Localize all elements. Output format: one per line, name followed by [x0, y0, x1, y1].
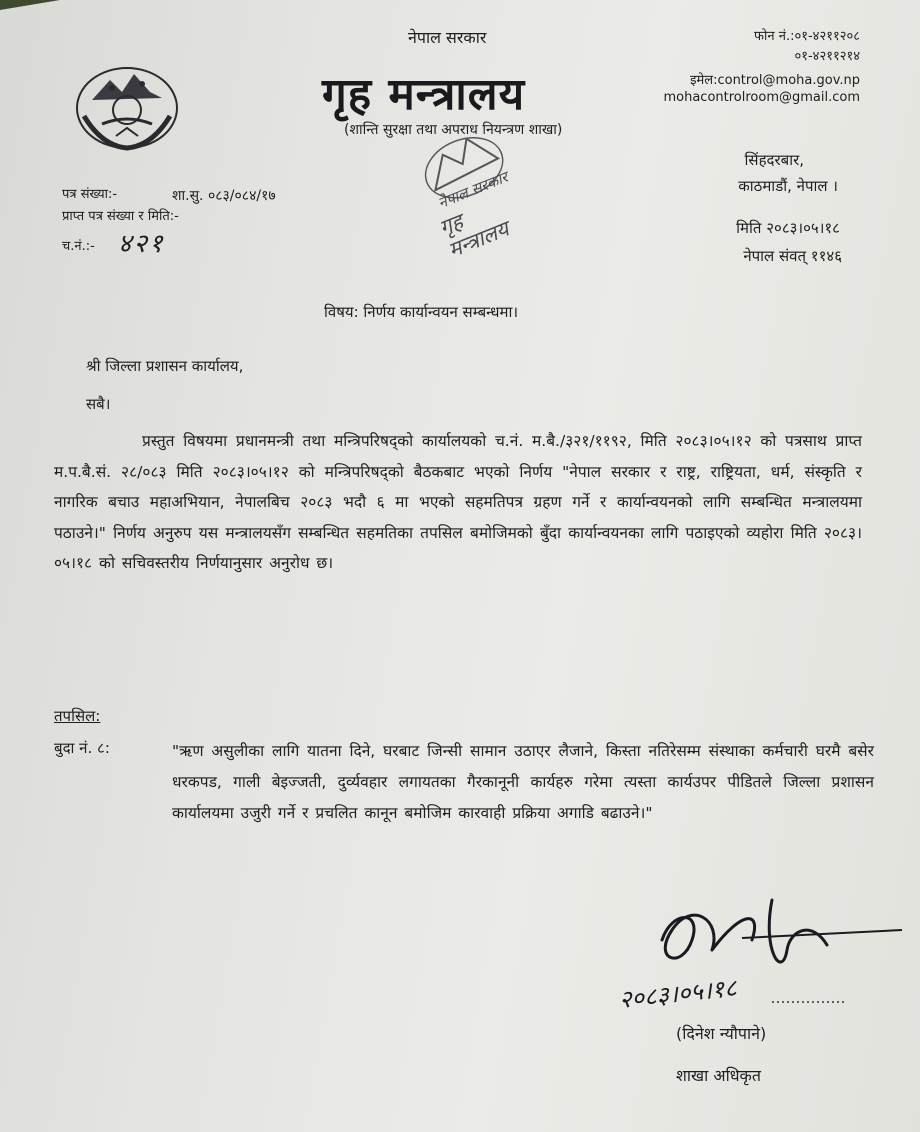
letter-date: मिति २०८३।०५।१८	[736, 219, 840, 237]
handwritten-signature	[612, 890, 902, 1030]
government-name: नेपाल सरकार	[408, 28, 487, 47]
email-address-1: control@moha.gov.np	[717, 73, 860, 88]
address-line-1: सिंहदरबार,	[744, 151, 804, 169]
recipient-line-1: श्री जिल्ला प्रशासन कार्यालय,	[86, 357, 244, 375]
phone-number-2: ०१-४२११२१४	[794, 49, 860, 64]
section-name: (शान्ति सुरक्षा तथा अपराध नियन्त्रण शाखा)	[344, 122, 563, 138]
tapsil-heading: तपसिल:	[54, 707, 101, 725]
email-line-1	[690, 70, 860, 88]
recipient-line-2: सबै।	[86, 395, 111, 413]
patra-sankhya-label: पत्र संख्या:-	[62, 187, 118, 202]
nepal-emblem-icon	[72, 58, 182, 154]
chalani-number: ४२१	[118, 229, 165, 259]
point-label: बुदा नं. ८:	[54, 739, 110, 757]
signature-date: २०८३।०५।१८	[617, 973, 739, 1014]
address-line-2: काठमाडौं, नेपाल ।	[738, 177, 838, 195]
prapta-patra-label: प्राप्त पत्र संख्या र मिति:-	[62, 209, 179, 224]
signatory-title: शाखा अधिकृत	[676, 1066, 761, 1085]
email-address-2: mohacontrolroom@gmail.com	[663, 90, 860, 105]
signatory-name: (दिनेश न्यौपाने)	[676, 1024, 767, 1043]
phone-label: फोन नं.:	[754, 29, 795, 44]
phone-number-1: ०१-४२११२०८	[794, 29, 860, 44]
subject-line: विषय: निर्णय कार्यान्वयन सम्बन्धमा।	[324, 303, 519, 321]
stamp-line-1: नेपाल सरकार	[435, 168, 511, 213]
nepal-samvat-date: नेपाल संवत् ११४६	[743, 247, 842, 265]
chalani-label: च.नं.:-	[62, 239, 95, 254]
ministry-name: गृह मन्त्रालय	[322, 69, 526, 120]
stamp-line-2: गृह मन्त्रालय	[435, 209, 513, 263]
background-corner	[0, 0, 60, 10]
body-paragraph: प्रस्तुत विषयमा प्रधानमन्त्री तथा मन्त्रिपरिषद्को कार्यालयको च.नं. म.बै./३२१/११९२, मिति २०८३।०५।१२ को पत्रसाथ प्राप्त म.प.बै.सं. २८/०८३ मिति २०८३।०५।१२ को मन्त्रिपरिषद्को बैठकबाट भएको निर्णय "नेपाल सरकार र राष्ट्र, राष्ट्रियता, धर्म, संस्कृति र नागरिक बचाउ महाअभियान, नेपालबिच २०८३ भदौ ६ मा भएको सहमतिपत्र ग्रहण गर्ने र कार्यान्वयनको लागि सम्बन्धित मन्त्रालयमा पठाउने।" निर्णय अनुरुप यस मन्त्रालयसँग सम्बन्धित सहमतिका तपसिल बमोजिमको बुँदा कार्यान्वयनका लागि पठाइएको व्यहोरा मिति २०८३।०५।१८ को सचिवस्तरीय निर्णयानुसार अनुरोध छ।	[54, 432, 862, 572]
email-label: इमेल:	[690, 73, 718, 88]
point-text: "ऋण असुलीका लागि यातना दिने, घरबाट जिन्सी सामान उठाएर लैजाने, किस्ता नतिरेसम्म संस्थाका कर्मचारी घरमै बसेर धरकपड, गाली बेइज्जती, दुर्व्यवहार लगायतका गैरकानूनी कार्यहरु गरेमा त्यस्ता कार्यउपर पीडितले जिल्ला प्रशासन कार्यालयमा उजुरी गर्ने र प्रचलित कानून बमोजिम कारवाही प्रक्रिया अगाडि बढाउने।"	[172, 742, 874, 822]
phone-line-1	[754, 26, 860, 44]
patra-sankhya-value: शा.सु. ०८३/०८४/१७	[172, 188, 276, 204]
